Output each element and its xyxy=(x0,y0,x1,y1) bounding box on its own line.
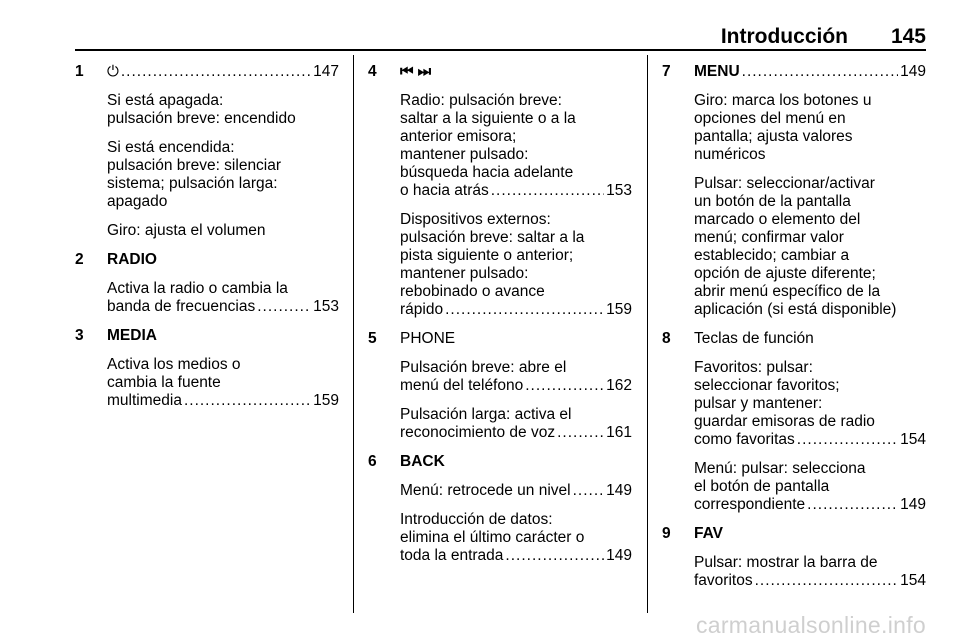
paragraph-line: Giro: ajusta el volumen xyxy=(107,222,266,239)
line-text: rápido xyxy=(400,301,444,318)
paragraph-line: Activa la radio o cambia la xyxy=(107,280,288,297)
power-icon: ⏻ xyxy=(107,63,119,80)
page-reference: 149 xyxy=(900,496,926,513)
line-text: correspondiente xyxy=(694,496,806,513)
entry-number: 6 xyxy=(368,453,377,470)
legend-entry xyxy=(368,330,632,442)
dot-leader xyxy=(184,392,311,410)
dot-leader xyxy=(573,482,605,500)
entry-heading xyxy=(107,63,339,81)
paragraph-line: Pulsar: mostrar la barra de xyxy=(694,554,878,571)
paragraph-line: guardar emisoras de radio xyxy=(694,413,875,430)
entry-paragraph xyxy=(694,92,926,164)
legend-entry xyxy=(75,63,339,240)
paragraph-line: Si está apagada: xyxy=(107,92,224,109)
line-text: menú del teléfono xyxy=(400,377,524,394)
dot-leader xyxy=(505,547,604,565)
legend-entry xyxy=(368,453,632,565)
legend-entry xyxy=(368,63,632,319)
paragraph-line: opciones del menú en xyxy=(694,110,846,127)
header-rule xyxy=(75,49,926,51)
entry-heading xyxy=(694,330,926,348)
entry-heading xyxy=(107,251,339,269)
paragraph-line: mantener pulsado: xyxy=(400,265,529,282)
entry-label: MENU xyxy=(694,63,740,80)
entry-paragraph xyxy=(107,222,339,240)
page-reference: 154 xyxy=(900,572,926,589)
legend-entry xyxy=(75,251,339,316)
paragraph-line xyxy=(107,298,339,316)
entry-paragraph xyxy=(400,511,632,565)
entry-heading xyxy=(107,327,339,345)
paragraph-line: pulsación breve: saltar a la xyxy=(400,229,585,246)
entry-heading xyxy=(694,63,926,81)
entry-number: 3 xyxy=(75,327,84,344)
dot-leader xyxy=(491,182,604,200)
entry-label: PHONE xyxy=(400,330,456,347)
entry-heading xyxy=(400,330,632,348)
page-reference: 153 xyxy=(606,182,632,199)
dot-leader xyxy=(807,496,898,514)
paragraph-line xyxy=(400,547,632,565)
paragraph-line: Introducción de datos: xyxy=(400,511,553,528)
paragraph-line: numéricos xyxy=(694,146,766,163)
watermark: carmanualsonline.info xyxy=(695,612,926,638)
paragraph-line: establecido; cambiar a xyxy=(694,247,850,264)
paragraph-line: cambia la fuente xyxy=(107,374,221,391)
paragraph-line: pantalla; ajusta valores xyxy=(694,128,853,145)
line-text: favoritos xyxy=(694,572,753,589)
line-text: banda de frecuencias xyxy=(107,298,256,315)
paragraph-line xyxy=(694,431,926,449)
paragraph-line xyxy=(400,377,632,395)
paragraph-line: saltar a la siguiente o a la xyxy=(400,110,576,127)
paragraph-line: sistema; pulsación larga: xyxy=(107,175,278,192)
legend-entry xyxy=(75,327,339,410)
dot-leader xyxy=(121,63,311,81)
entry-paragraph xyxy=(694,554,926,590)
dot-leader xyxy=(257,298,311,316)
column-divider-2 xyxy=(647,55,648,613)
page-reference: 149 xyxy=(900,63,926,80)
paragraph-line: seleccionar favoritos; xyxy=(694,377,840,394)
entry-paragraph xyxy=(400,211,632,319)
page-reference: 162 xyxy=(606,377,632,394)
page-reference: 154 xyxy=(900,431,926,448)
paragraph-line: Radio: pulsación breve: xyxy=(400,92,562,109)
paragraph-line: Pulsación breve: abre el xyxy=(400,359,567,376)
entry-number: 1 xyxy=(75,63,84,80)
entry-paragraph xyxy=(694,460,926,514)
paragraph-line: Menú: pulsar: selecciona xyxy=(694,460,866,477)
paragraph-line: un botón de la pantalla xyxy=(694,193,851,210)
paragraph-line: opción de ajuste diferente; xyxy=(694,265,876,282)
paragraph-line xyxy=(400,482,632,500)
page-reference: 159 xyxy=(606,301,632,318)
paragraph-line xyxy=(694,572,926,590)
paragraph-line xyxy=(400,424,632,442)
page-reference: 161 xyxy=(606,424,632,441)
entry-number: 4 xyxy=(368,63,377,80)
entry-paragraph xyxy=(107,356,339,410)
paragraph-line: mantener pulsado: xyxy=(400,146,529,163)
line-text: o hacia atrás xyxy=(400,182,489,199)
paragraph-line: el botón de pantalla xyxy=(694,478,830,495)
entry-heading xyxy=(400,63,632,81)
entry-heading xyxy=(400,453,632,471)
paragraph-line xyxy=(400,182,632,200)
paragraph-line: Pulsación larga: activa el xyxy=(400,406,572,423)
paragraph-line: Pulsar: seleccionar/activar xyxy=(694,175,875,192)
page-title: Introducción xyxy=(720,25,848,48)
page-reference: 159 xyxy=(313,392,339,409)
paragraph-line: rebobinado o avance xyxy=(400,283,545,300)
legend-entry xyxy=(662,330,926,514)
seek-buttons-icon: ⏮ ⏭ xyxy=(400,63,432,80)
entry-paragraph xyxy=(400,359,632,395)
page-reference: 149 xyxy=(606,547,632,564)
dot-leader xyxy=(525,377,604,395)
column-3 xyxy=(662,63,926,601)
dot-leader xyxy=(557,424,604,442)
entry-paragraph xyxy=(107,280,339,316)
entry-paragraph xyxy=(107,139,339,211)
page-reference: 147 xyxy=(313,63,339,80)
entry-number: 8 xyxy=(662,330,671,347)
paragraph-line: pulsar y mantener: xyxy=(694,395,823,412)
entry-label: RADIO xyxy=(107,251,157,268)
entry-label: MEDIA xyxy=(107,327,157,344)
paragraph-line: marcado o elemento del xyxy=(694,211,861,228)
dot-leader xyxy=(742,63,898,81)
paragraph-line: búsqueda hacia adelante xyxy=(400,164,574,181)
paragraph-line xyxy=(400,301,632,319)
entry-number: 9 xyxy=(662,525,671,542)
dot-leader xyxy=(797,431,898,449)
entry-label: Teclas de función xyxy=(694,330,814,347)
entry-number: 5 xyxy=(368,330,377,347)
paragraph-line: aplicación (si está disponible) xyxy=(694,301,897,318)
entry-paragraph xyxy=(694,175,926,319)
entry-label: FAV xyxy=(694,525,723,542)
line-text: Menú: retrocede un nivel xyxy=(400,482,571,499)
paragraph-line: apagado xyxy=(107,193,168,210)
entry-paragraph xyxy=(400,406,632,442)
paragraph-line: pista siguiente o anterior; xyxy=(400,247,574,264)
paragraph-line: anterior emisora; xyxy=(400,128,517,145)
legend-entry xyxy=(662,63,926,319)
page-number: 145 xyxy=(890,25,926,48)
dot-leader xyxy=(445,301,604,319)
page-header xyxy=(75,26,926,48)
column-2 xyxy=(368,63,632,576)
entry-paragraph xyxy=(400,482,632,500)
entry-label: BACK xyxy=(400,453,445,470)
paragraph-line: menú; confirmar valor xyxy=(694,229,844,246)
entry-paragraph xyxy=(400,92,632,200)
page-reference: 153 xyxy=(313,298,339,315)
entry-paragraph xyxy=(694,359,926,449)
line-text: como favoritas xyxy=(694,431,795,448)
paragraph-line: abrir menú específico de la xyxy=(694,283,881,300)
line-text: multimedia xyxy=(107,392,182,409)
dot-leader xyxy=(755,572,899,590)
paragraph-line: Activa los medios o xyxy=(107,356,241,373)
entry-paragraph xyxy=(107,92,339,128)
line-text: reconocimiento de voz xyxy=(400,424,556,441)
paragraph-line: Si está encendida: xyxy=(107,139,235,156)
entry-number: 2 xyxy=(75,251,84,268)
paragraph-line: Favoritos: pulsar: xyxy=(694,359,813,376)
paragraph-line: Dispositivos externos: xyxy=(400,211,551,228)
paragraph-line xyxy=(107,392,339,410)
page-reference: 149 xyxy=(606,482,632,499)
entry-heading xyxy=(694,525,926,543)
paragraph-line: elimina el último carácter o xyxy=(400,529,585,546)
entry-number: 7 xyxy=(662,63,671,80)
paragraph-line: pulsación breve: encendido xyxy=(107,110,296,127)
legend-entry xyxy=(662,525,926,590)
column-1 xyxy=(75,63,339,421)
paragraph-line: pulsación breve: silenciar xyxy=(107,157,282,174)
paragraph-line: Giro: marca los botones u xyxy=(694,92,872,109)
paragraph-line xyxy=(694,496,926,514)
line-text: toda la entrada xyxy=(400,547,504,564)
column-divider-1 xyxy=(353,55,354,613)
